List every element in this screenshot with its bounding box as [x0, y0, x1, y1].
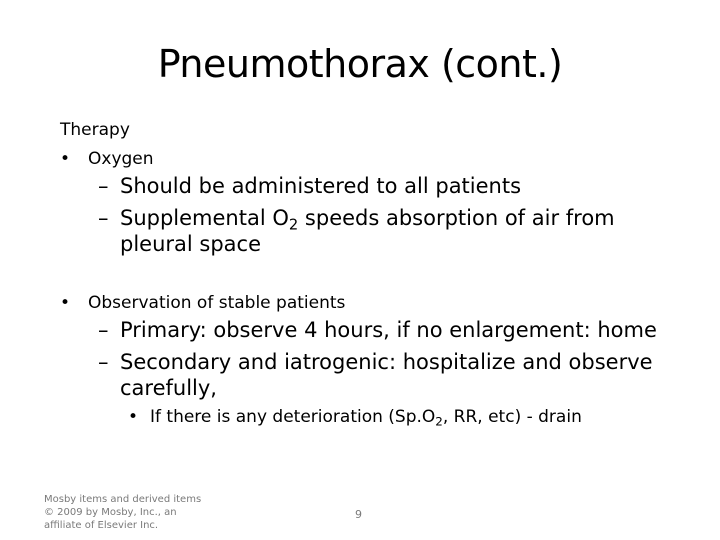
subitem-administer	[98, 174, 521, 198]
bullet-icon: •	[60, 149, 71, 169]
bullet-label: Oxygen	[88, 149, 154, 169]
footer-line: affiliate of Elsevier Inc.	[44, 520, 159, 531]
footer-line: Mosby items and derived items	[44, 494, 202, 505]
subitem-secondary-cont: carefully,	[120, 376, 217, 400]
subsub-text-post: , RR, etc) - drain	[442, 407, 582, 427]
bullet-label: Observation of stable patients	[88, 293, 346, 313]
subitem-secondary	[98, 350, 653, 374]
subsub-text-pre: If there is any deterioration (Sp.O	[150, 407, 436, 427]
bullet-oxygen	[60, 149, 154, 169]
bullet-observation	[60, 293, 345, 313]
section-heading: Therapy	[60, 120, 130, 140]
bullet-icon: •	[128, 407, 139, 427]
subitem-primary	[98, 318, 657, 342]
copyright-footer	[44, 493, 204, 532]
dash-icon: –	[98, 206, 109, 230]
subitem-text: Should be administered to all patients	[120, 174, 522, 198]
dash-icon: –	[98, 350, 109, 374]
subitem-text-pre: Supplemental O	[120, 206, 289, 230]
subitem-text-post: speeds absorption of air from	[298, 206, 615, 230]
subitem-text: Secondary and iatrogenic: hospitalize and observe	[120, 350, 653, 374]
dash-icon: –	[98, 318, 109, 342]
bullet-icon: •	[60, 293, 71, 313]
slide-title: Pneumothorax (cont.)	[157, 42, 563, 86]
footer-line: © 2009 by Mosby, Inc., an	[44, 507, 177, 518]
subitem-supplemental	[98, 206, 615, 233]
subsubitem-deterioration	[128, 407, 582, 429]
dash-icon: –	[98, 174, 109, 198]
page-number: 9	[355, 508, 362, 521]
subitem-text: Primary: observe 4 hours, if no enlargement: home	[120, 318, 657, 342]
subscript-2: 2	[288, 216, 299, 234]
subitem-supplemental-cont: pleural space	[120, 232, 262, 256]
subscript-2: 2	[435, 414, 443, 429]
